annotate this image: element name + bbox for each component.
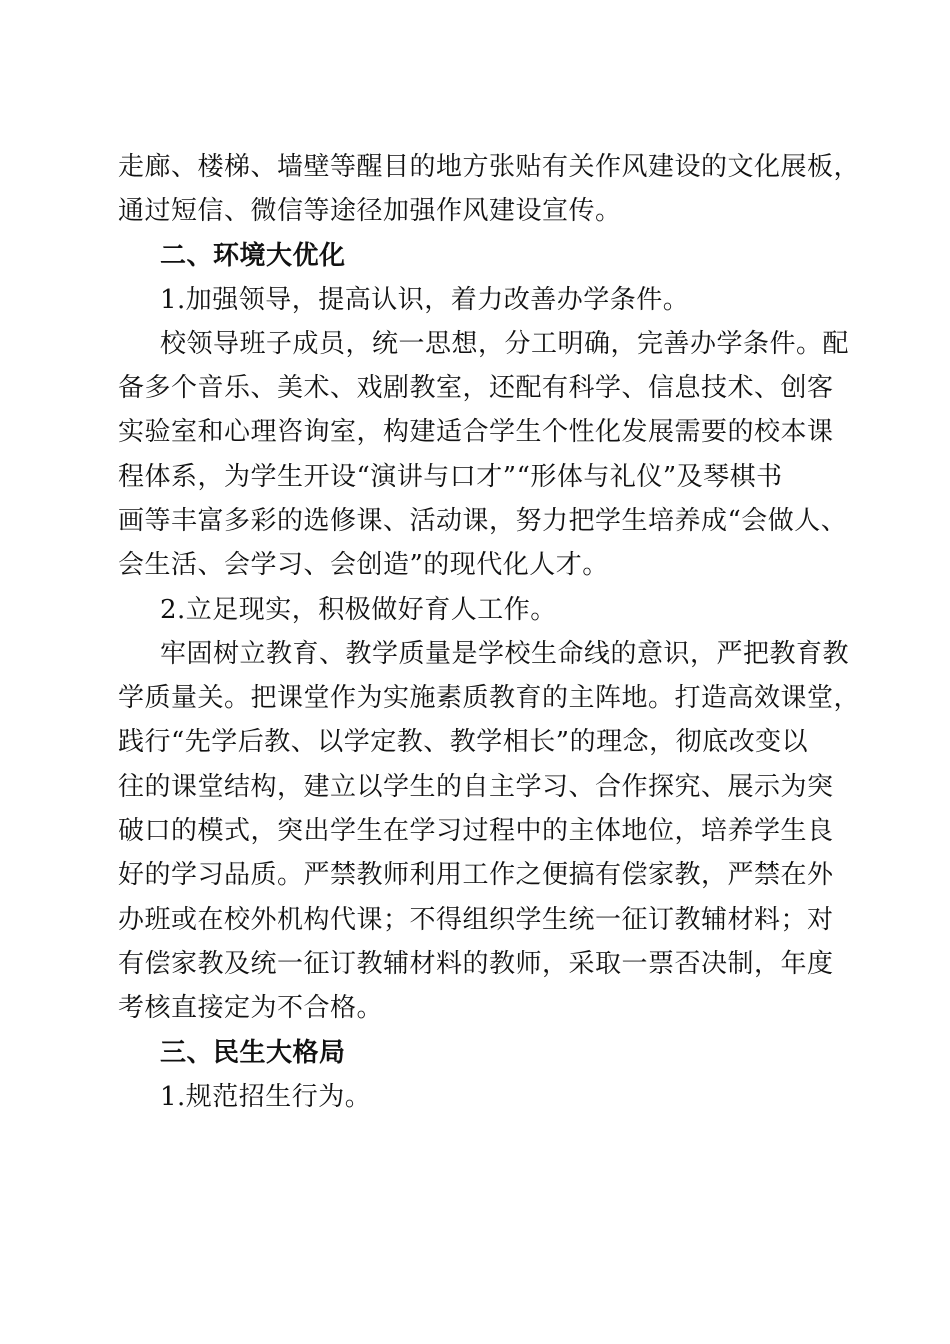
body-text-line: 学质量关。把课堂作为实施素质教育的主阵地。打造高效课堂， <box>118 683 861 713</box>
body-text-line: 有偿家教及统一征订教辅材料的教师，采取一票否决制，年度 <box>118 949 834 979</box>
body-text-line: 走廊、楼梯、墙壁等醒目的地方张贴有关作风建设的文化展板， <box>118 152 861 182</box>
body-text-line: 往的课堂结构，建立以学生的自主学习、合作探究、展示为突 <box>118 772 834 802</box>
body-text-line: 备多个音乐、美术、戏剧教室，还配有科学、信息技术、创客 <box>118 373 834 403</box>
body-text-line: 实验室和心理咨询室，构建适合学生个性化发展需要的校本课 <box>118 417 834 447</box>
body-text-line: 破口的模式，突出学生在学习过程中的主体地位，培养学生良 <box>118 816 834 846</box>
subsection-heading: 1.规范招生行为。 <box>160 1082 372 1112</box>
body-text-line: 考核直接定为不合格。 <box>118 993 384 1023</box>
subsection-heading: 1.加强领导，提高认识，着力改善办学条件。 <box>160 285 690 315</box>
body-text-line: 通过短信、微信等途径加强作风建设宣传。 <box>118 196 622 226</box>
body-text-line: 校领导班子成员，统一思想，分工明确，完善办学条件。配 <box>160 329 850 359</box>
body-text-line: 牢固树立教育、教学质量是学校生命线的意识，严把教育教 <box>160 639 850 669</box>
body-text-line: 会生活、会学习、会创造”的现代化人才。 <box>118 550 609 580</box>
body-text-line: 画等丰富多彩的选修课、活动课，努力把学生培养成“会做人、 <box>118 506 848 536</box>
section-heading: 三、民生大格局 <box>160 1038 346 1068</box>
body-text-line: 践行“先学后教、以学定教、教学相长”的理念，彻底改变以 <box>118 727 809 757</box>
body-text-line: 好的学习品质。严禁教师利用工作之便搞有偿家教，严禁在外 <box>118 860 834 890</box>
body-text-line: 程体系，为学生开设“演讲与口才”“形体与礼仪”及琴棋书 <box>118 462 783 492</box>
body-text-line: 办班或在校外机构代课；不得组织学生统一征订教辅材料；对 <box>118 905 834 935</box>
subsection-heading: 2.立足现实，积极做好育人工作。 <box>160 595 557 625</box>
section-heading: 二、环境大优化 <box>160 241 346 271</box>
